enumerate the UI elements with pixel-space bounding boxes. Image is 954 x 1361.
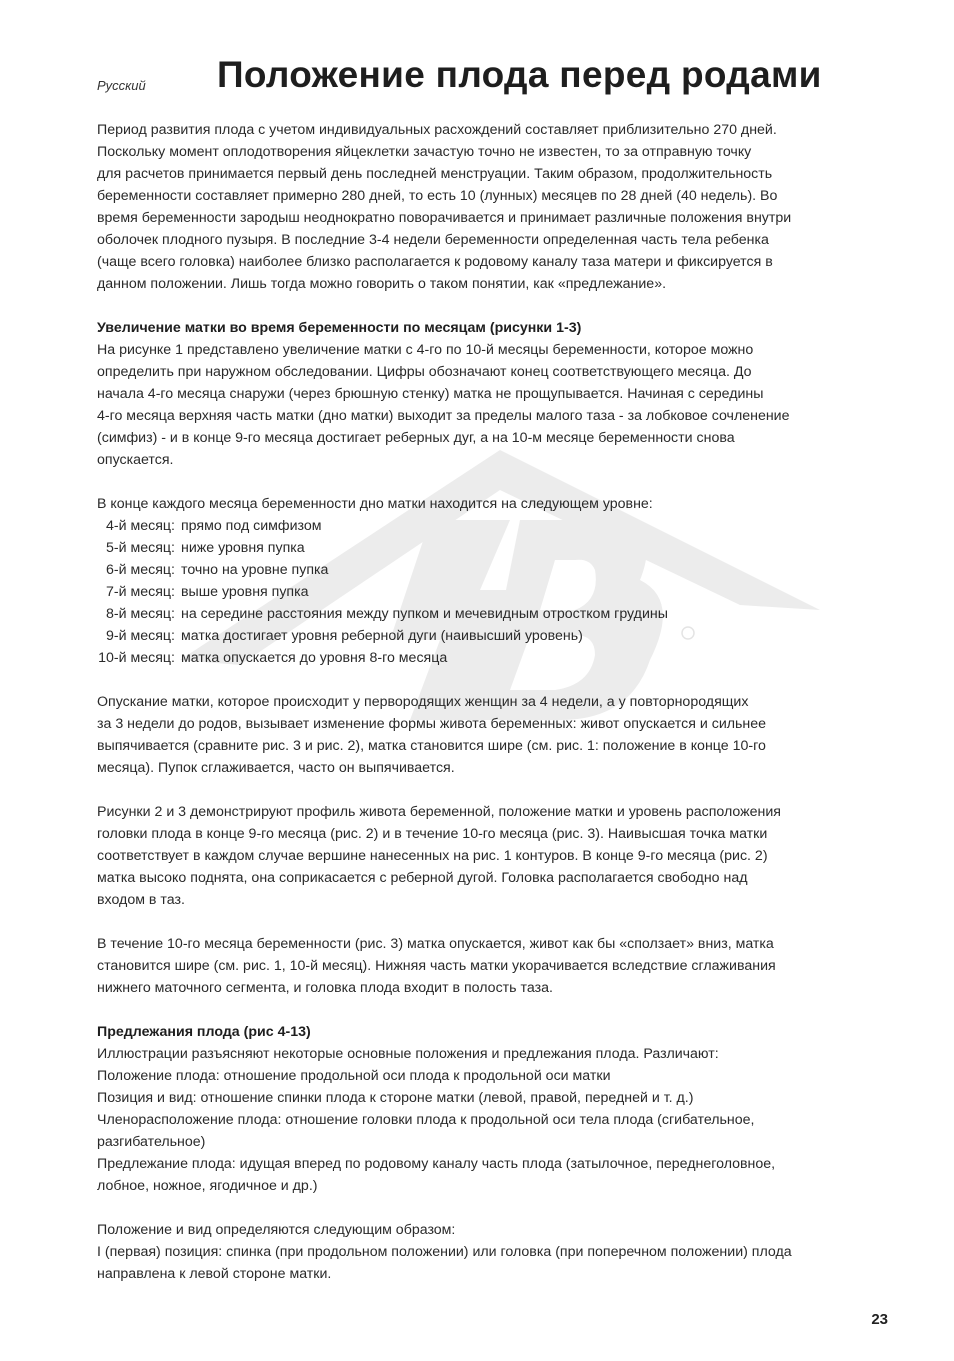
intro-paragraph [97,119,897,295]
levels-intro: В конце каждого месяца беременности дно матки находится на следующем уровне: [97,496,653,512]
uterus-growth-paragraph [97,339,897,471]
text-line: нижнего маточного сегмента, и головка плода входит в полость таза. [97,980,553,996]
language-label: Русский [97,78,146,93]
text-line: данном положении. Лишь тогда можно говорить о таком понятии, как «предлежание». [97,276,667,292]
text-line: становится шире (см. рис. 1, 10-й месяц). Нижняя часть матки укорачивается вследствие сглаживания [97,958,776,974]
text-line: оболочек плодного пузыря. В последние 3-4 недели беременности определенная часть тела ребенка [97,232,769,248]
document-body [97,119,897,1285]
month-level-text: на середине расстояния между пупком и мечевидным отростком грудины [181,606,668,622]
month-label: 4-й месяц: [106,518,175,534]
text-line: Членорасположение плода: отношение головки плода к продольной оси тела плода (сгибательное, [97,1112,755,1128]
month-label: 8-й месяц: [106,606,175,622]
text-line: Рисунки 2 и 3 демонстрируют профиль живота беременной, положение матки и уровень расположения [97,804,781,820]
month-level-text: точно на уровне пупка [181,562,329,578]
list-item [91,603,897,625]
month-label: 5-й месяц: [106,540,175,556]
text-line: Иллюстрации разъясняют некоторые основные положения и предлежания плода. Различают: [97,1046,719,1062]
text-line: Положение и вид определяются следующим образом: [97,1222,456,1238]
text-line: головки плода в конце 9-го месяца (рис. 2) и в течение 10-го месяца (рис. 3). Наивысшая точка матки [97,826,768,842]
page-number: 23 [871,1311,888,1328]
profile-paragraph [97,801,897,911]
text-line: выпячивается (сравните рис. 3 и рис. 2), матка становится шире (см. рис. 1: положение в конце 10-го [97,738,766,754]
section-heading-uterus-growth: Увеличение матки во время беременности по месяцам (рисунки 1-3) [97,320,582,336]
month-level-text: ниже уровня пупка [181,540,305,556]
text-line: направлена к левой стороне матки. [97,1266,332,1282]
text-line: Поскольку момент оплодотворения яйцеклетки зачастую точно не известен, то за отправную точку [97,144,752,160]
text-line: время беременности зародыш неоднократно поворачивается и принимает различные положения внутри [97,210,792,226]
month-level-list [91,515,897,669]
text-line: месяца). Пупок сглаживается, часто он выпячивается. [97,760,455,776]
tenth-month-paragraph [97,933,897,999]
text-line: (чаще всего головка) наиболее близко располагается к родовому каналу таза матери и фиксируется в [97,254,773,270]
month-level-text: прямо под симфизом [181,518,322,534]
text-line: входом в таз. [97,892,185,908]
month-level-text: матка опускается до уровня 8-го месяца [181,650,448,666]
text-line: Период развития плода с учетом индивидуальных расхождений составляет приблизительно 270 дней. [97,122,777,138]
descent-paragraph [97,691,897,779]
text-line: соответствует в каждом случае вершине нанесенных на рис. 1 контуров. В конце 9-го месяца (рис. 2) [97,848,768,864]
text-line: для расчетов принимается первый день последней менструации. Таким образом, продолжительность [97,166,773,182]
text-line: Позиция и вид: отношение спинки плода к стороне матки (левой, правой, передней и т. д.) [97,1090,694,1106]
section-heading-fetal-presentation: Предлежания плода (рис 4-13) [97,1024,311,1040]
text-line: (симфиз) - и в конце 9-го месяца достигает реберных дуг, а на 10-м месяце беременности снова [97,430,735,446]
presentation-paragraph [97,1043,897,1197]
text-line: опускается. [97,452,174,468]
month-label: 7-й месяц: [106,584,175,600]
text-line: матка высоко поднята, она соприкасается с реберной дугой. Головка располагается свободно над [97,870,748,886]
text-line: Опускание матки, которое происходит у первородящих женщин за 4 недели, а у повторнородящих [97,694,749,710]
list-item [91,537,897,559]
text-line: лобное, ножное, ягодичное и др.) [97,1178,318,1194]
text-line: В течение 10-го месяца беременности (рис. 3) матка опускается, живот как бы «сползает» вниз, матка [97,936,774,952]
text-line: I (первая) позиция: спинка (при продольном положении) или головка (при поперечном положении) плода [97,1244,792,1260]
list-item [91,581,897,603]
page-title: Положение плода перед родами [217,54,822,95]
list-item [91,647,897,669]
text-line: за 3 недели до родов, вызывает изменение формы живота беременных: живот опускается и сильнее [97,716,767,732]
text-line: На рисунке 1 представлено увеличение матки с 4-го по 10-й месяцы беременности, которое можно [97,342,754,358]
text-line: определить при наружном обследовании. Цифры обозначают конец соответствующего месяца. До [97,364,752,380]
month-level-text: матка достигает уровня реберной дуги (наивысший уровень) [181,628,583,644]
text-line: Положение плода: отношение продольной оси плода к продольной оси матки [97,1068,611,1084]
text-line: беременности составляет примерно 280 дней, то есть 10 (лунных) месяцев по 28 дней (40 недель). Во [97,188,778,204]
list-item [91,515,897,537]
month-label: 6-й месяц: [106,562,175,578]
position-paragraph [97,1219,897,1285]
list-item [91,625,897,647]
list-item [91,559,897,581]
text-line: 4-го месяца верхняя часть матки (дно матки) выходит за пределы малого таза - за лобковое сочленение [97,408,790,424]
month-level-text: выше уровня пупка [181,584,309,600]
text-line: Предлежание плода: идущая вперед по родовому каналу часть плода (затылочное, переднеголовное, [97,1156,776,1172]
month-label: 10-й месяц: [98,650,175,666]
text-line: разгибательное) [97,1134,206,1150]
text-line: начала 4-го месяца снаружи (через брюшную стенку) матка не прощупывается. Начиная с середины [97,386,764,402]
month-label: 9-й месяц: [106,628,175,644]
